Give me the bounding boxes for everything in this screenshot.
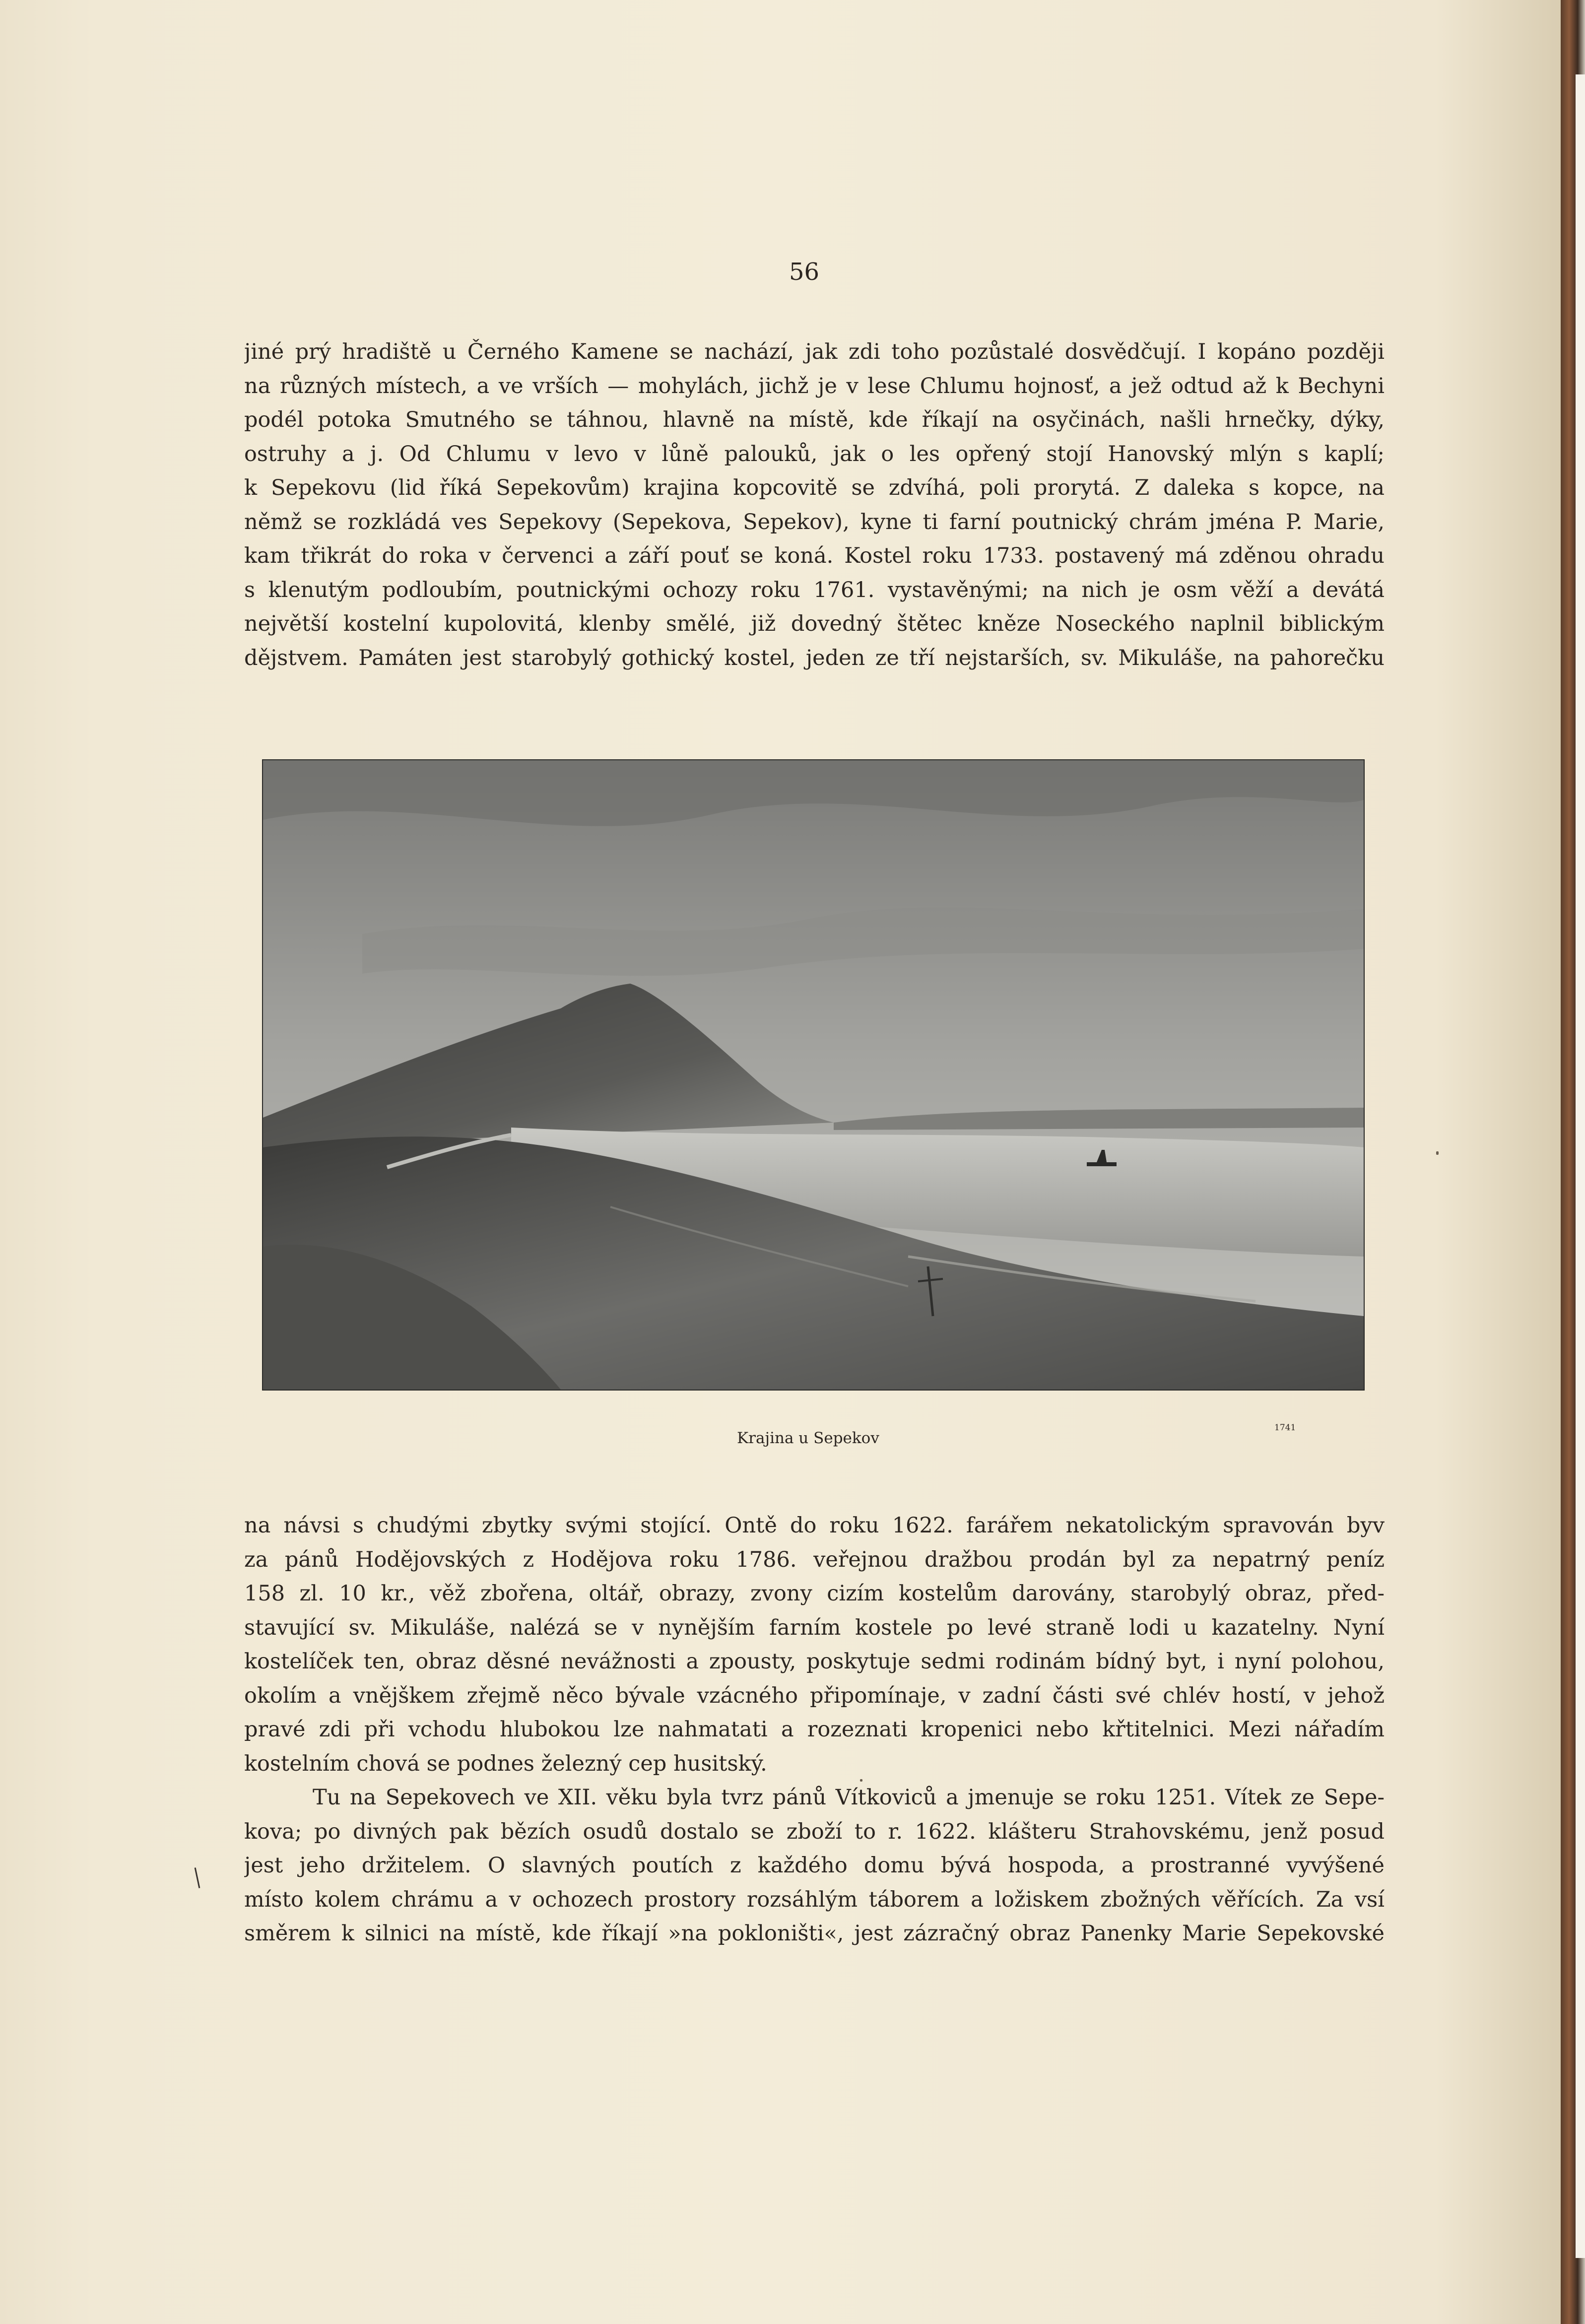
next-page-edge [1576,74,1585,2258]
book-spine-edge [1561,0,1585,2324]
text-line: pravé zdi při vchodu hlubokou lze nahmatati a rozeznati kropenici nebo křtitelnici. Mezi nářadím [244,1717,1385,1742]
text-line: podél potoka Smutného se táhnou, hlavně na místě, kde říkají na osyčinách, našli hrnečky, dýky, [244,407,1385,432]
text-line: s klenutým podloubím, poutnickými ochozy roku 1761. vystavěnými; na nich je osm věží a devátá [244,577,1385,602]
text-line: stavující sv. Mikuláše, nalézá se v nynějším farním kostele po levé straně lodi u kazatelny. Nyní [244,1615,1385,1640]
text-line: němž se rozkládá ves Sepekovy (Sepekova, Sepekov), kyne ti farní poutnický chrám jména P. Marie, [244,509,1385,534]
plate-number: 1741 [1274,1423,1296,1433]
text-line: Tu na Sepekovech ve XII. věku byla tvrz pánů Vítkoviců a jmenuje se roku 1251. Vítek ze Sepe- [313,1785,1385,1810]
text-line: ostruhy a j. Od Chlumu v levo v lůně palouků, jak o les opřený stojí Hanovský mlýn s kaplí; [244,441,1385,466]
text-line: na návsi s chudými zbytky svými stojící. Ontě do roku 1622. farářem nekatolickým spravován byv [244,1513,1385,1538]
text-line: kostelíček ten, obraz děsné nevážnosti a zpousty, poskytuje sedmi rodinám bídný byt, i nyní polohou, [244,1649,1385,1674]
text-line: kova; po divných pak bězích osudů dostalo se zboží to r. 1622. klášteru Strahovskému, jenž posud [244,1819,1385,1844]
text-line: kam třikrát do roka v červenci a září pouť se koná. Kostel roku 1733. postavený má zděnou ohradu [244,543,1385,568]
text-line: jiné prý hradiště u Černého Kamene se nachází, jak zdi toho pozůstalé dosvědčují. I kopáno později [244,339,1385,364]
ink-speck [860,1779,862,1782]
text-line: dějstvem. Památen jest starobylý gothický kostel, jeden ze tří nejstarších, sv. Mikuláše, na pahorečku [244,645,1385,670]
page-number: 56 [789,258,820,286]
text-line: místo kolem chrámu a v ochozech prostory rozsáhlým táborem a ložiskem zbožných věřících. Za vsí [244,1887,1385,1912]
text-line: největší kostelní kupolovitá, klenby smělé, již dovedný štětec kněze Noseckého naplnil biblickým [244,611,1385,636]
landscape-illustration [262,759,1365,1391]
text-line: 158 zl. 10 kr., věž zbořena, oltář, obrazy, zvony cizím kostelům darovány, starobylý obraz, před- [244,1581,1385,1606]
text-line: směrem k silnici na místě, kde říkají »na pokloništi«, jest zázračný obraz Panenky Marie Sepekovské [244,1921,1385,1946]
figure-caption: Krajina u Sepekov [737,1429,879,1447]
text-line: za pánů Hodějovských z Hodějova roku 1786. veřejnou dražbou prodán byl za nepatrný peníz [244,1547,1385,1572]
text-line: na různých místech, a ve vrších — mohylách, jichž je v lese Chlumu hojnosť, a jež odtud až k Bechyni [244,373,1385,398]
paragraph-bottom [244,1509,1385,1951]
text-line: okolím a vnějškem zřejmě něco bývale vzácného připomínaje, v zadní části své chlév hostí, v jehož [244,1683,1385,1708]
landscape-drawing [263,760,1364,1390]
paragraph-top [244,335,1385,675]
text-line: jest jeho držitelem. O slavných poutích z každého domu bývá hospoda, a prostranné vyvýšené [244,1853,1385,1878]
text-line: kostelním chová se podnes železný cep husitský. [244,1751,767,1776]
ink-speck [1436,1151,1439,1155]
text-line: k Sepekovu (lid říká Sepekovům) krajina kopcovitě se zdvíhá, poli prorytá. Z daleka s kopce, na [244,475,1385,500]
margin-pencil-mark [195,1867,200,1888]
